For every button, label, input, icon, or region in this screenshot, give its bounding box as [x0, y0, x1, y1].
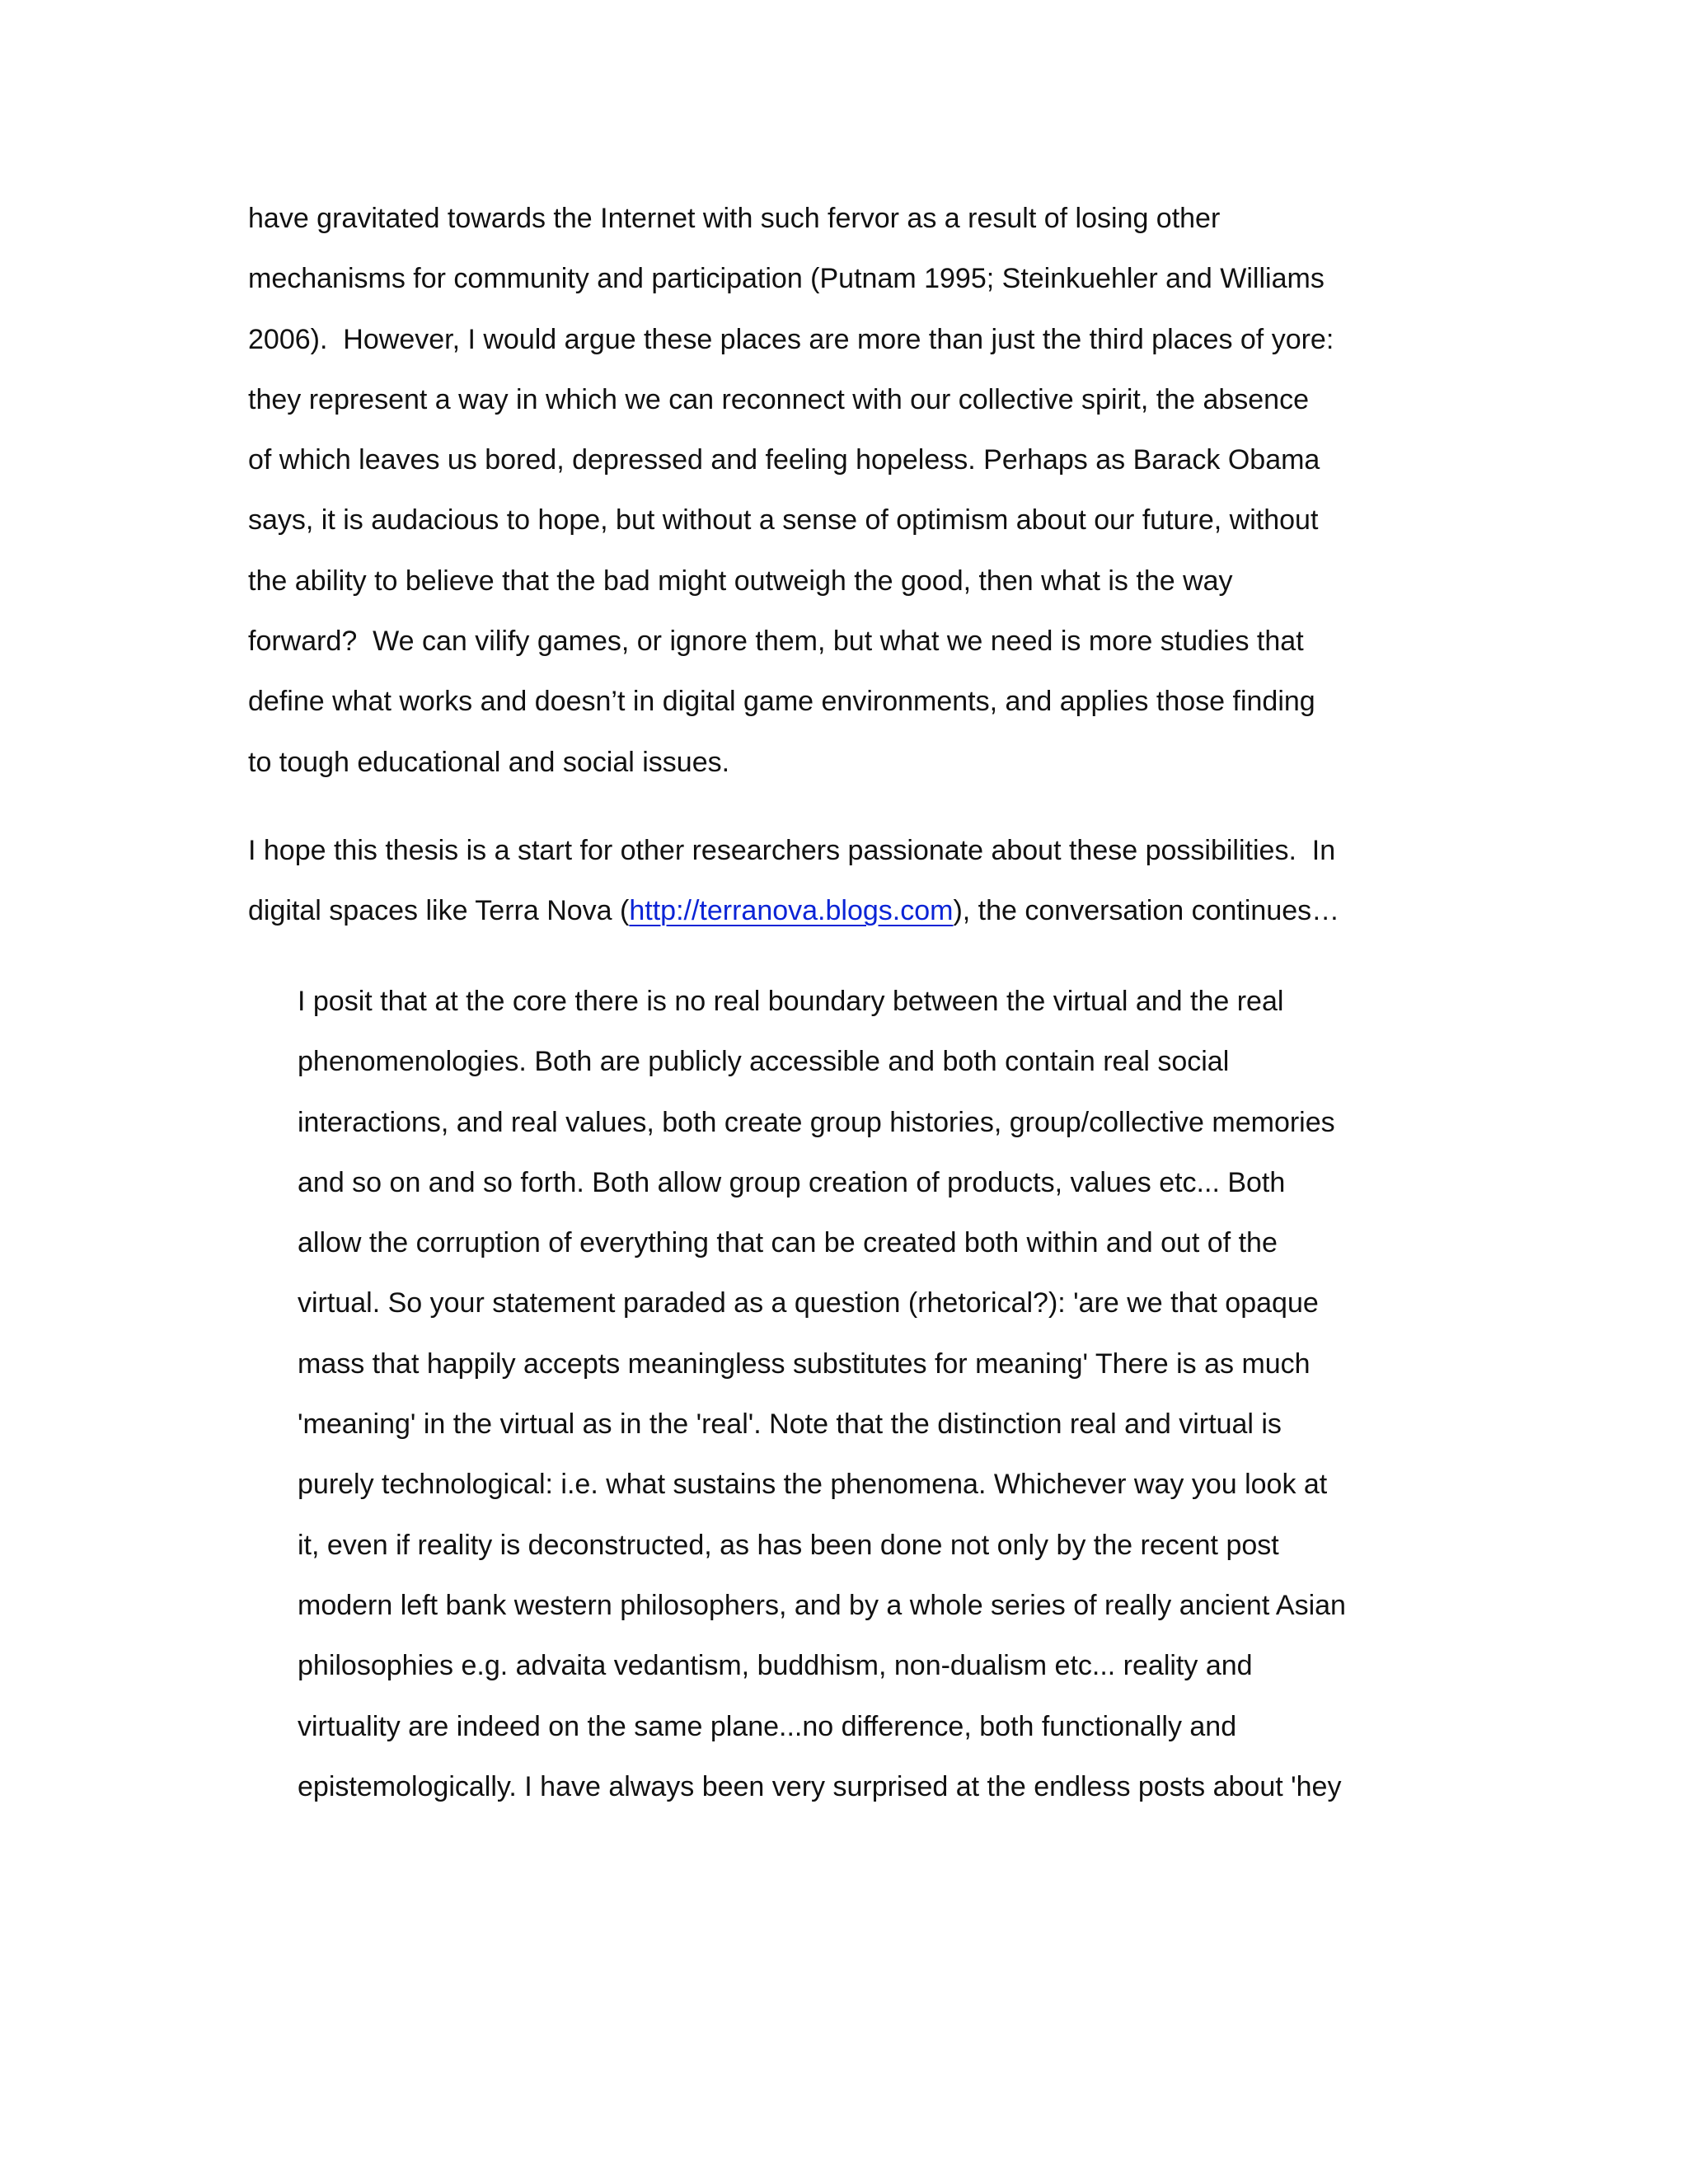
quote-line: mass that happily accepts meaningless substitutes for meaning' There is as much	[298, 1347, 1311, 1380]
quote-line: purely technological: i.e. what sustains the phenomena. Whichever way you look at	[298, 1469, 1328, 1501]
text-after-link: ), the conversation continues…	[953, 895, 1340, 927]
text-line: I hope this thesis is a start for other researchers passionate about these possibilities. In	[248, 835, 1336, 866]
text-line: mechanisms for community and participation (Putnam 1995; Steinkuehler and Williams	[248, 263, 1325, 295]
text-line: define what works and doesn’t in digital game environments, and applies those finding	[248, 686, 1315, 718]
text-line: they represent a way in which we can reconnect with our collective spirit, the absence	[248, 383, 1309, 415]
block-quote	[298, 972, 1443, 1817]
quote-line: it, even if reality is deconstructed, as has been done not only by the recent post	[298, 1529, 1279, 1561]
text-line: forward? We can vilify games, or ignore them, but what we need is more studies that	[248, 626, 1304, 658]
quote-line: allow the corruption of everything that can be created both within and out of the	[298, 1227, 1278, 1259]
quote-line: interactions, and real values, both create group histories, group/collective memories	[298, 1106, 1335, 1138]
quote-line: phenomenologies. Both are publicly accessible and both contain real social	[298, 1046, 1230, 1078]
quote-line: virtuality are indeed on the same plane...no difference, both functionally and	[298, 1710, 1237, 1742]
quote-line: and so on and so forth. Both allow group creation of products, values etc... Both	[298, 1166, 1286, 1198]
text-before-link: digital spaces like Terra Nova (	[248, 895, 630, 927]
text-line: the ability to believe that the bad might outweigh the good, then what is the way	[248, 565, 1233, 597]
text-line: have gravitated towards the Internet with such fervor as a result of losing other	[248, 203, 1221, 234]
quote-line: 'meaning' in the virtual as in the 'real'. Note that the distinction real and virtual is	[298, 1408, 1282, 1441]
paragraph-conclusion	[248, 189, 1443, 793]
quote-line: modern left bank western philosophers, and by a whole series of really ancient Asian	[298, 1589, 1346, 1621]
quote-line: virtual. So your statement paraded as a question (rhetorical?): 'are we that opaque	[298, 1287, 1319, 1319]
paragraph-thesis-hope	[248, 821, 1443, 942]
text-line: says, it is audacious to hope, but without a sense of optimism about our future, without	[248, 504, 1319, 537]
terranova-link[interactable]: http://terranova.blogs.com	[629, 895, 954, 927]
quote-line: I posit that at the core there is no real boundary between the virtual and the real	[298, 986, 1284, 1017]
text-line-with-link	[248, 881, 1443, 941]
text-line: of which leaves us bored, depressed and feeling hopeless. Perhaps as Barack Obama	[248, 444, 1320, 476]
quote-line: epistemologically. I have always been very surprised at the endless posts about 'hey	[298, 1770, 1342, 1802]
text-line: 2006). However, I would argue these places are more than just the third places of yore:	[248, 323, 1334, 355]
quote-line: philosophies e.g. advaita vedantism, buddhism, non-dualism etc... reality and	[298, 1650, 1253, 1682]
text-line: to tough educational and social issues.	[248, 746, 730, 778]
